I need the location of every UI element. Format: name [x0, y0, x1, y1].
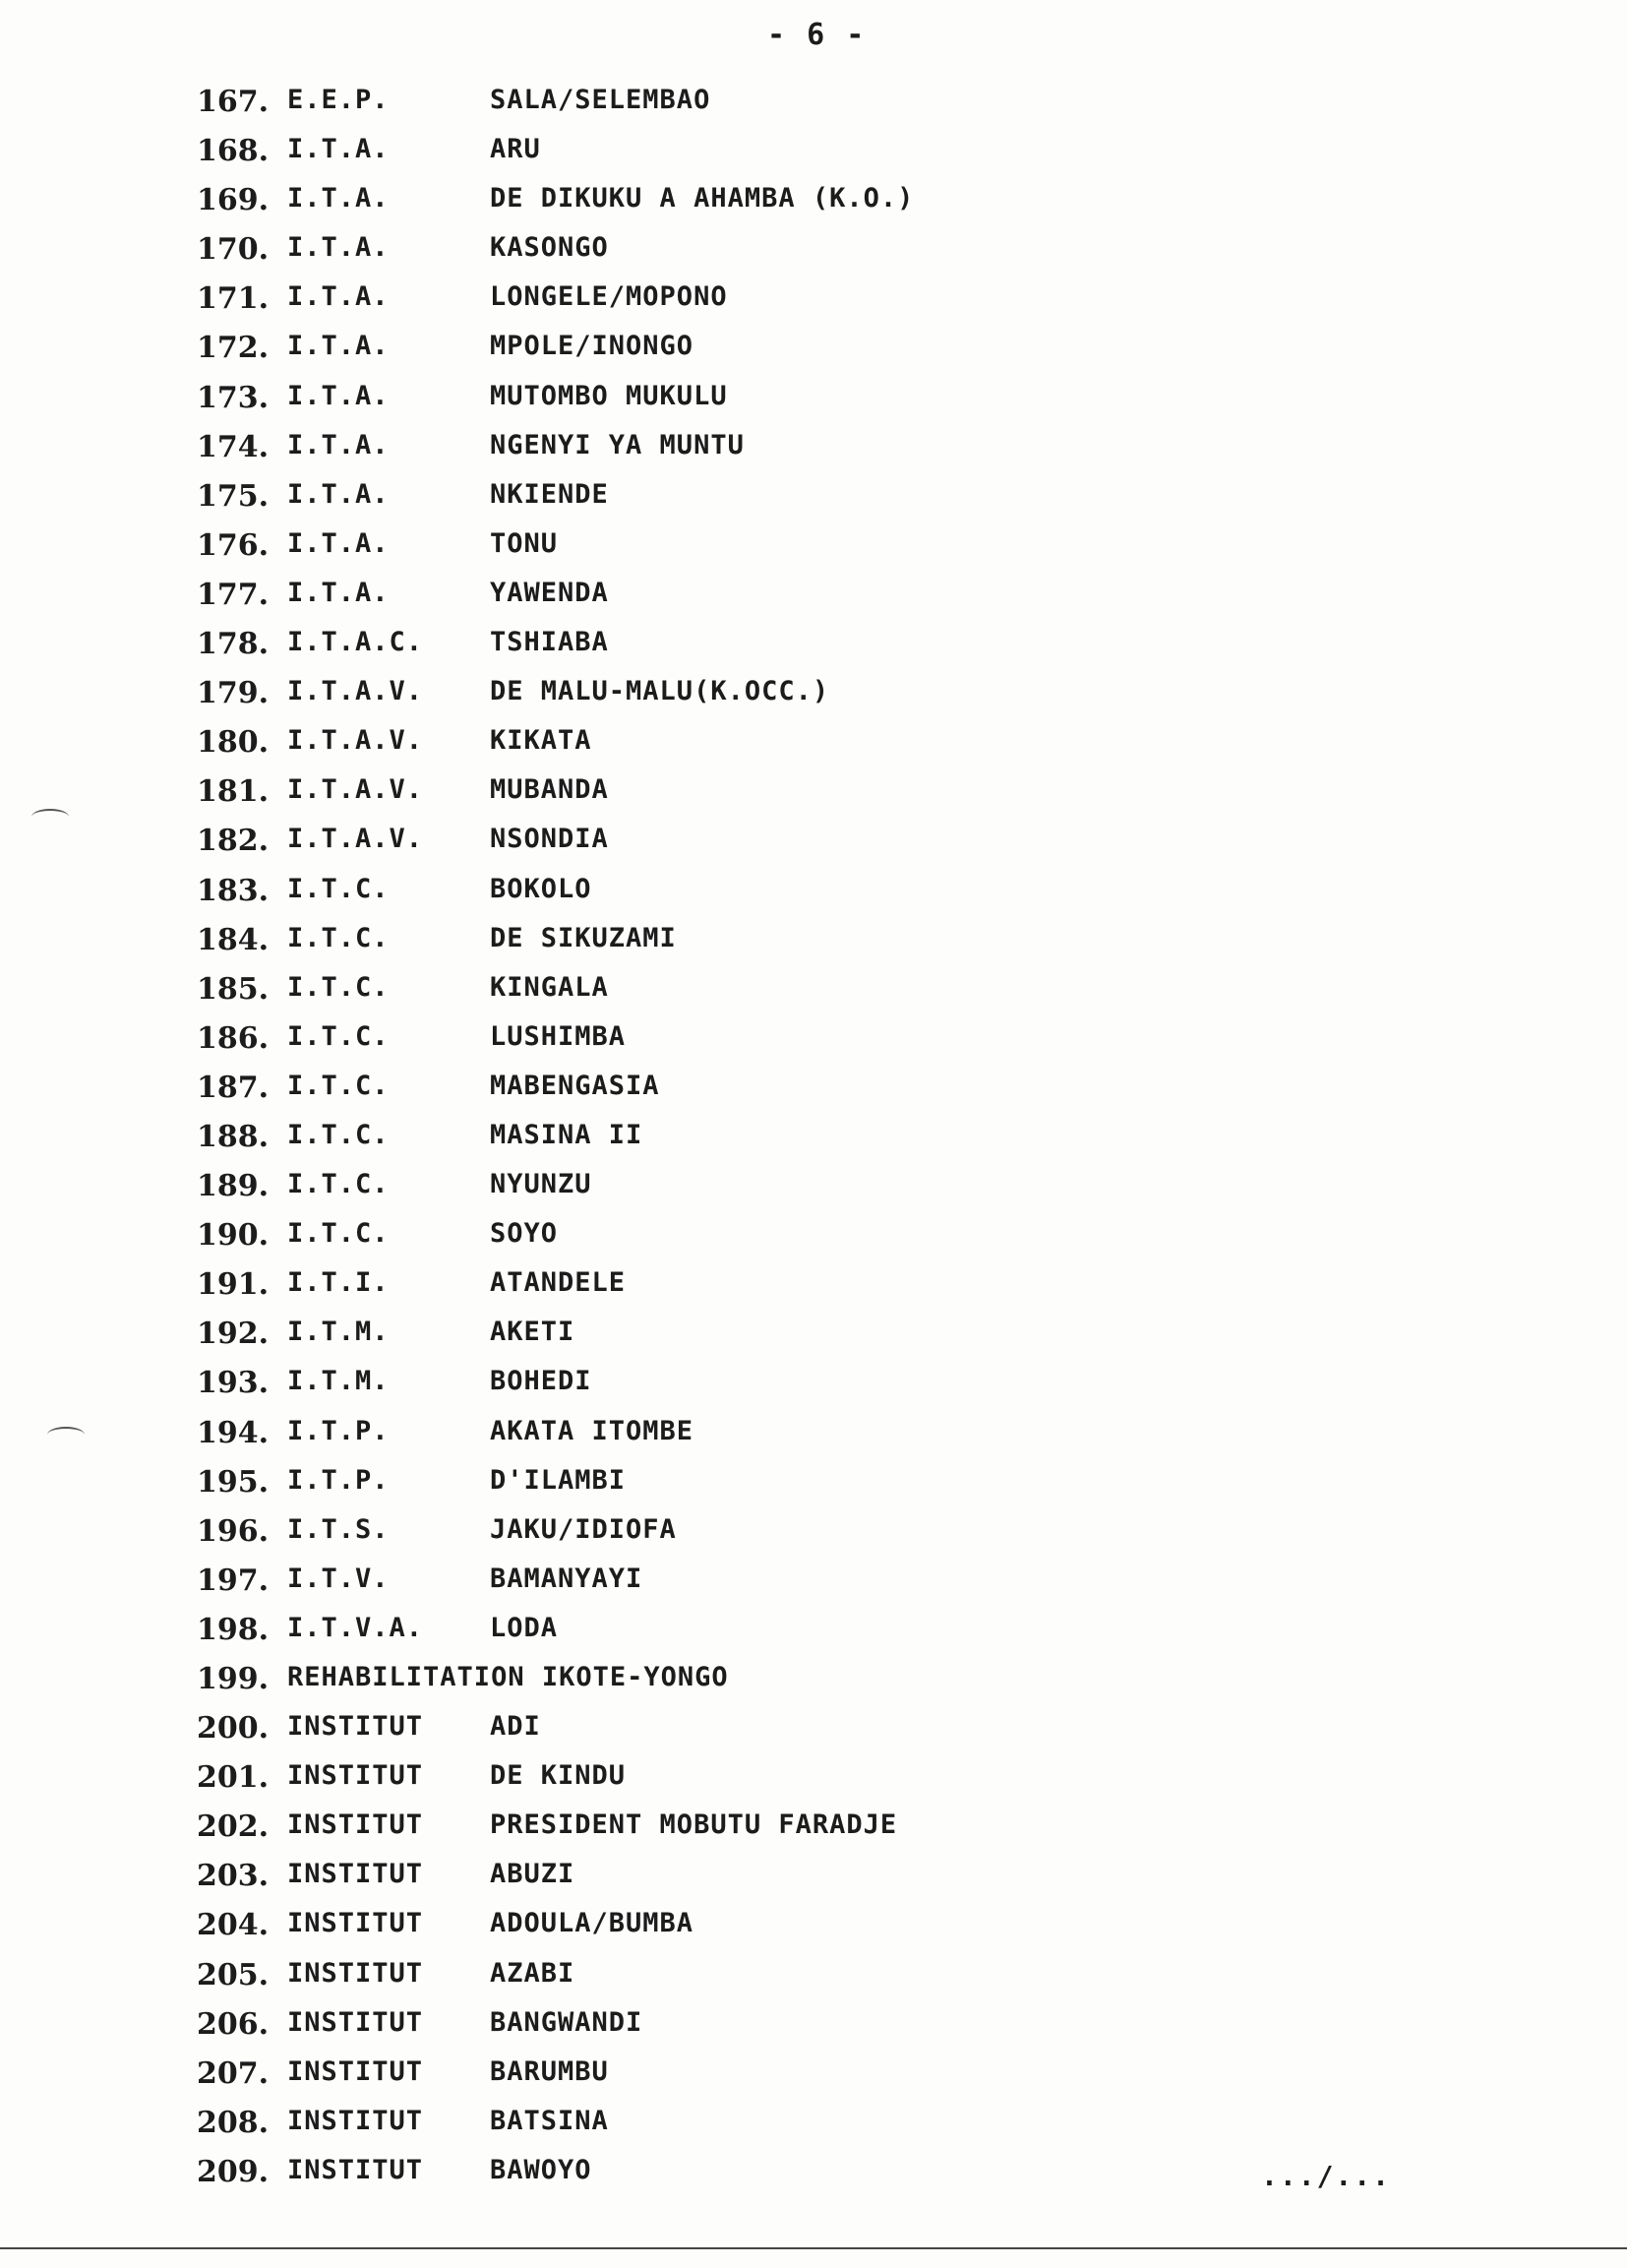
list-item — [197, 2051, 1279, 2100]
entry-code: I.T.S. — [287, 1513, 390, 1545]
list-item — [197, 1163, 1279, 1212]
entry-name: AKETI — [490, 1317, 575, 1348]
list-item — [197, 917, 1279, 966]
entry-number: 167. — [197, 85, 270, 119]
entry-number: 199. — [197, 1662, 270, 1696]
entry-name: SALA/SELEMBAO — [490, 85, 711, 115]
list-item — [197, 424, 1279, 473]
list-item — [197, 473, 1279, 522]
entry-code: I.T.A. — [287, 429, 390, 460]
list-item — [197, 768, 1279, 818]
entry-name: LODA — [490, 1612, 559, 1643]
entry-number: 207. — [197, 2055, 270, 2091]
entry-code: I.T.C. — [287, 1169, 390, 1200]
entry-number: 169. — [197, 183, 270, 218]
punch-hole-mark-upper — [31, 809, 69, 825]
entry-name: BOKOLO — [490, 873, 592, 904]
entry-name: BAMANYAYI — [490, 1563, 643, 1594]
entry-number: 190. — [197, 1218, 270, 1254]
list-item — [197, 621, 1279, 670]
list-item — [197, 1360, 1279, 1409]
continuation-mark: .../... — [1261, 2160, 1392, 2192]
entry-number: 205. — [197, 1957, 270, 1992]
entry-number: 187. — [197, 1070, 270, 1105]
entry-name: LONGELE/MOPONO — [490, 281, 728, 313]
entry-code: E.E.P. — [287, 85, 390, 115]
entry-code: INSTITUT — [287, 1908, 424, 1939]
entry-name: DE KINDU — [490, 1760, 627, 1792]
entry-code: INSTITUT — [287, 2006, 424, 2038]
entry-number: 186. — [197, 1020, 270, 1056]
entry-name: LUSHIMBA — [490, 1020, 627, 1052]
entry-code: INSTITUT — [287, 2105, 424, 2136]
entry-number: 179. — [197, 676, 270, 711]
page-number: - 6 - — [767, 18, 867, 52]
list-item — [197, 177, 1279, 226]
entry-name: DE DIKUKU A AHAMBA (K.O.) — [490, 183, 915, 215]
entry-number: 204. — [197, 1908, 270, 1943]
list-item — [197, 868, 1279, 917]
entry-number: 206. — [197, 2006, 270, 2042]
entry-number: 185. — [197, 971, 270, 1007]
entry-number: 173. — [197, 380, 270, 415]
list-item — [197, 1754, 1279, 1804]
entry-number: 209. — [197, 2154, 270, 2189]
entry-code: REHABILITATION IKOTE-YONGO — [287, 1662, 729, 1692]
entry-code: I.T.M. — [287, 1317, 390, 1348]
entry-code: I.T.C. — [287, 971, 390, 1003]
list-item — [197, 1804, 1279, 1853]
entry-name: NYUNZU — [490, 1169, 592, 1200]
entry-code: I.T.A. — [287, 134, 390, 165]
entry-name: PRESIDENT MOBUTU FARADJE — [490, 1809, 898, 1841]
entry-code: I.T.A.V. — [287, 824, 424, 855]
entry-name: DE SIKUZAMI — [490, 922, 677, 953]
entry-name: MABENGASIA — [490, 1070, 660, 1101]
list-item — [197, 1311, 1279, 1360]
entry-number: 172. — [197, 331, 270, 366]
entry-number: 168. — [197, 134, 270, 169]
entry-code: I.T.A.V. — [287, 774, 424, 806]
list-item — [197, 128, 1279, 177]
entry-name: MUBANDA — [490, 774, 609, 806]
list-item — [197, 1656, 1279, 1705]
list-item — [197, 1952, 1279, 2001]
entry-name: NKIENDE — [490, 478, 609, 510]
entry-code: I.T.A. — [287, 183, 390, 215]
entry-name: AZABI — [490, 1957, 575, 1989]
list-item — [197, 325, 1279, 374]
entry-code: I.T.A. — [287, 527, 390, 559]
entry-number: 202. — [197, 1809, 270, 1845]
entry-code: I.T.C. — [287, 1218, 390, 1250]
list-item — [197, 1607, 1279, 1656]
entry-number: 189. — [197, 1169, 270, 1204]
list-item — [197, 572, 1279, 621]
entry-name: KASONGO — [490, 232, 609, 264]
list-item — [197, 1902, 1279, 1951]
entry-code: INSTITUT — [287, 1711, 424, 1743]
entry-number: 183. — [197, 873, 270, 908]
entry-name: MUTOMBO MUKULU — [490, 380, 728, 411]
entry-code: I.T.A. — [287, 577, 390, 608]
list-item — [197, 522, 1279, 572]
list-item — [197, 1261, 1279, 1311]
list-item — [197, 1410, 1279, 1459]
entry-name: NSONDIA — [490, 824, 609, 855]
entry-code: I.T.V. — [287, 1563, 390, 1594]
list-item — [197, 1065, 1279, 1114]
entry-number: 178. — [197, 627, 270, 662]
entry-number: 198. — [197, 1612, 270, 1647]
entry-code: I.T.A.C. — [287, 627, 424, 658]
entry-code: I.T.C. — [287, 1119, 390, 1150]
entry-number: 181. — [197, 774, 270, 810]
entry-code: I.T.P. — [287, 1415, 390, 1446]
entry-code: I.T.V.A. — [287, 1612, 424, 1643]
entry-code: INSTITUT — [287, 1809, 424, 1841]
entry-number: 171. — [197, 281, 270, 317]
list-item — [197, 1212, 1279, 1261]
bottom-rule — [0, 2247, 1627, 2249]
entry-code: INSTITUT — [287, 1760, 424, 1792]
entry-name: MASINA II — [490, 1119, 643, 1150]
list-item — [197, 276, 1279, 325]
entry-name: ATANDELE — [490, 1267, 627, 1299]
entry-code: I.T.A. — [287, 331, 390, 362]
entry-name: KIKATA — [490, 725, 592, 757]
list-item — [197, 818, 1279, 867]
entry-number: 203. — [197, 1859, 270, 1894]
entry-code: I.T.A. — [287, 380, 390, 411]
entry-code: INSTITUT — [287, 1957, 424, 1989]
entry-number: 188. — [197, 1119, 270, 1154]
list-item — [197, 1705, 1279, 1754]
list-item — [197, 670, 1279, 719]
entry-name: TSHIABA — [490, 627, 609, 658]
entry-number: 177. — [197, 577, 270, 612]
entry-code: I.T.C. — [287, 922, 390, 953]
entry-number: 193. — [197, 1366, 270, 1401]
entry-name: SOYO — [490, 1218, 559, 1250]
entry-name: BOHEDI — [490, 1366, 592, 1397]
entry-code: I.T.A. — [287, 281, 390, 313]
entry-code: I.T.I. — [287, 1267, 390, 1299]
entry-name: BATSINA — [490, 2105, 609, 2136]
list-item — [197, 966, 1279, 1015]
list-item — [197, 226, 1279, 276]
list-item — [197, 1853, 1279, 1902]
list-item — [197, 375, 1279, 424]
list-item — [197, 2100, 1279, 2149]
entry-number: 176. — [197, 527, 270, 563]
entry-name: AKATA ITOMBE — [490, 1415, 694, 1446]
entry-name: BAWOYO — [490, 2154, 592, 2185]
entry-number: 174. — [197, 429, 270, 464]
entry-code: INSTITUT — [287, 2154, 424, 2185]
entry-number: 180. — [197, 725, 270, 761]
list-item — [197, 1459, 1279, 1508]
entry-name: TONU — [490, 527, 559, 559]
entry-name: ABUZI — [490, 1859, 575, 1890]
entry-code: I.T.C. — [287, 1020, 390, 1052]
entry-number: 197. — [197, 1563, 270, 1598]
entry-name: YAWENDA — [490, 577, 609, 608]
entry-code: I.T.P. — [287, 1464, 390, 1496]
entry-code: I.T.A. — [287, 478, 390, 510]
entry-name: ARU — [490, 134, 541, 165]
list-item — [197, 2001, 1279, 2051]
entry-number: 184. — [197, 922, 270, 957]
punch-hole-mark-lower — [47, 1427, 85, 1442]
entry-number: 192. — [197, 1317, 270, 1352]
entry-code: I.T.C. — [287, 873, 390, 904]
entry-name: BARUMBU — [490, 2055, 609, 2087]
list-item — [197, 2149, 1279, 2198]
entry-code: I.T.C. — [287, 1070, 390, 1101]
list-item — [197, 1558, 1279, 1607]
institution-list — [197, 79, 1279, 2198]
list-item — [197, 719, 1279, 768]
entry-code: I.T.A.V. — [287, 676, 424, 707]
entry-name: ADOULA/BUMBA — [490, 1908, 694, 1939]
entry-number: 201. — [197, 1760, 270, 1796]
entry-number: 200. — [197, 1711, 270, 1747]
entry-name: ADI — [490, 1711, 541, 1743]
entry-code: INSTITUT — [287, 1859, 424, 1890]
list-item — [197, 1114, 1279, 1163]
list-item — [197, 1508, 1279, 1558]
list-item — [197, 79, 1279, 128]
entry-code: I.T.M. — [287, 1366, 390, 1397]
entry-number: 191. — [197, 1267, 270, 1303]
entry-number: 170. — [197, 232, 270, 268]
entry-number: 175. — [197, 478, 270, 514]
entry-name: NGENYI YA MUNTU — [490, 429, 745, 460]
entry-name: KINGALA — [490, 971, 609, 1003]
entry-name: MPOLE/INONGO — [490, 331, 694, 362]
entry-number: 194. — [197, 1415, 270, 1450]
entry-number: 196. — [197, 1513, 270, 1549]
entry-name: DE MALU-MALU(K.OCC.) — [490, 676, 830, 707]
entry-name: D'ILAMBI — [490, 1464, 627, 1496]
entry-code: I.T.A.V. — [287, 725, 424, 757]
entry-code: INSTITUT — [287, 2055, 424, 2087]
entry-number: 208. — [197, 2105, 270, 2140]
entry-number: 195. — [197, 1464, 270, 1500]
entry-name: JAKU/IDIOFA — [490, 1513, 677, 1545]
entry-number: 182. — [197, 824, 270, 859]
list-item — [197, 1015, 1279, 1065]
entry-name: BANGWANDI — [490, 2006, 643, 2038]
entry-code: I.T.A. — [287, 232, 390, 264]
